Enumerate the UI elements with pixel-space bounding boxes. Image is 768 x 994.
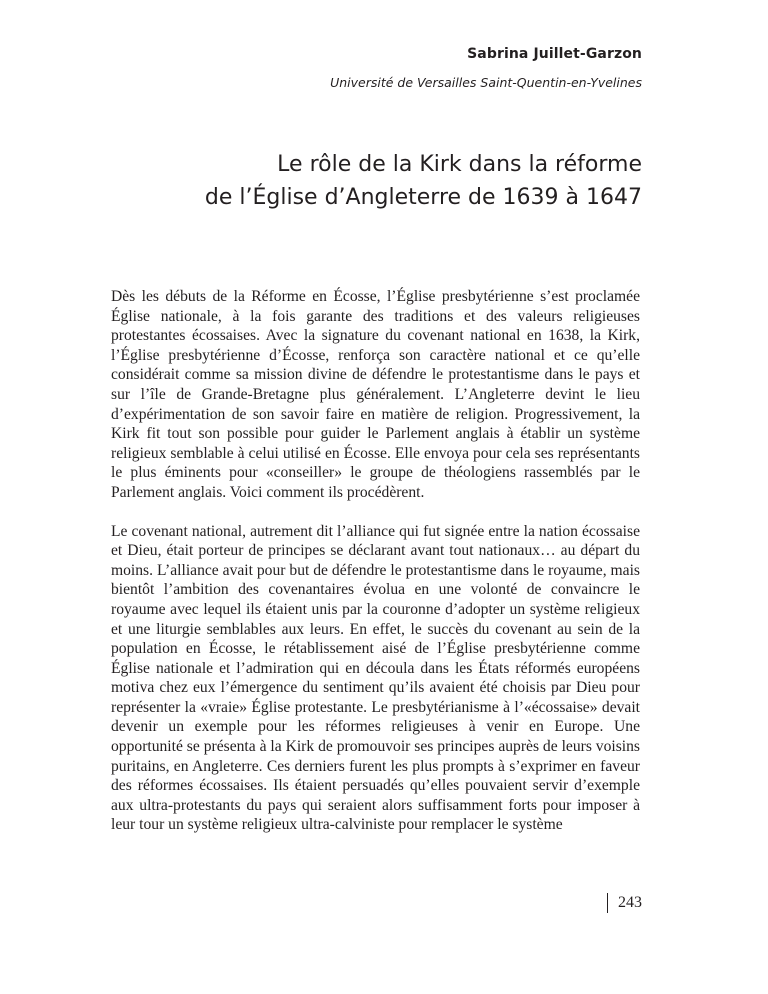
author-name: Sabrina Juillet-Garzon — [467, 46, 642, 62]
author-affiliation: Université de Versailles Saint-Quentin-en-Yvelines — [330, 75, 642, 90]
page-footer — [607, 893, 642, 913]
article-title — [122, 148, 642, 214]
body-paragraph-1: Dès les débuts de la Réforme en Écosse, l’Église presbytérienne s’est proclamée Église nationale, à la fois garante des traditions et des valeurs religieuses protestantes écossaises. Avec la signature du covenant national en 1638, la Kirk, l’Église presbytérienne d’Écosse, renforça son caractère national et ce qu’elle considérait comme sa mission divine de défendre le protestantisme dans le pays et sur l’île de Grande-Bretagne plus généralement. L’Angleterre devint le lieu d’expérimentation de son savoir faire en matière de religion. Progressivement, la Kirk fit tout son possible pour guider le Parlement anglais à établir un système religieux semblable à celui utilisé en Écosse. Elle envoya pour cela ses représentants le plus éminents pour «conseiller» le groupe de théologiens rassemblés par le Parlement anglais. Voici comment ils procédèrent. — [111, 288, 640, 501]
article-title-line-2: de l’Église d’Angleterre de 1639 à 1647 — [204, 185, 642, 210]
article-body — [111, 287, 640, 854]
folio-divider — [607, 893, 608, 913]
article-title-line-1: Le rôle de la Kirk dans la réforme — [277, 152, 642, 177]
body-paragraph-2: Le covenant national, autrement dit l’alliance qui fut signée entre la nation écossaise et Dieu, était porteur de principes se déclarant avant tout nationaux… au départ du moins. L’alliance avait pour but de défendre le protestantisme dans le royaume, mais bientôt l’ambition des covenantaires évolua en une volonté de convaincre le royaume avec lequel ils étaient unis par la couronne d’adopter un système religieux et une liturgie semblables aux leurs. En effet, le succès du covenant au sein de la population en Écosse, le rétablissement aisé de l’Église presbytérienne comme Église nationale et l’admiration qui en découla dans les États réformés européens motiva chez eux l’émergence du sentiment qu’ils avaient été choisis par Dieu pour représenter la «vraie» Église protestante. Le presbytérianisme à l’«écossaise» devait devenir un exemple pour les réformes religieuses à venir en Europe. Une opportunité se présenta à la Kirk de promouvoir ses principes auprès de leurs voisins puritains, en Angleterre. Ces derniers furent les plus prompts à s’exprimer en faveur des réformes écossaises. Ils étaient persuadés qu’elles pouvaient servir d’exemple aux ultra-protestants du pays qui seraient alors suffisamment forts pour imposer à leur tour un système religieux ultra-calviniste pour remplacer le système — [111, 522, 640, 834]
page-number: 243 — [618, 894, 642, 911]
